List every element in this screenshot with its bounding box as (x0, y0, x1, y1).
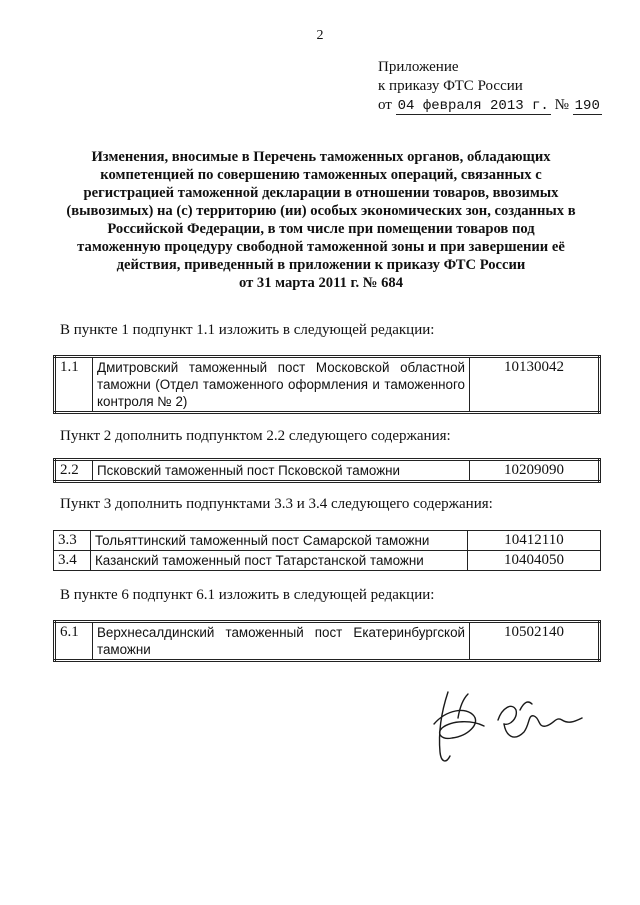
title-line: действия, приведенный в приложении к приказу ФТС России (116, 257, 526, 273)
approval-prefix: от (378, 97, 392, 113)
row-customs-post: Верхнесалдинский таможенный пост Екатеринбургской таможни (93, 622, 470, 661)
row-customs-post: Дмитровский таможенный пост Московской областной таможни (Отдел таможенного оформления и таможенного контроля № 2) (93, 357, 470, 413)
approval-number-sign: № (554, 97, 569, 113)
title-line: от 31 марта 2011 г. № 684 (238, 275, 404, 291)
row-number: 1.1 (55, 357, 93, 413)
approval-line-1: Приложение (378, 59, 459, 75)
row-customs-post: Казанский таможенный пост Татарстанской таможни (91, 551, 468, 571)
instruction-2: Пункт 2 дополнить подпунктом 2.2 следующего содержания: (60, 428, 451, 444)
table-row (55, 357, 600, 413)
row-code: 10209090 (470, 460, 600, 482)
instruction-3: Пункт 3 дополнить подпунктами 3.3 и 3.4 следующего содержания: (60, 496, 493, 512)
title-line: Российской Федерации, в том числе при помещении товаров под (107, 221, 535, 237)
row-code: 10404050 (468, 551, 601, 571)
row-code: 10130042 (470, 357, 600, 413)
approval-date-line (378, 96, 602, 116)
table-row (54, 551, 601, 571)
instruction-1: В пункте 1 подпункт 1.1 изложить в следующей редакции: (60, 322, 435, 338)
entries-table-2 (53, 458, 601, 483)
table-row (54, 531, 601, 551)
table-row (55, 622, 600, 661)
title-line: регистрацией таможенной декларации в отношении товаров, ввозимых (83, 185, 559, 201)
title-line: компетенцией по совершению таможенных операций, связанных с (100, 167, 542, 183)
approval-block (378, 58, 602, 116)
row-customs-post: Тольяттинский таможенный пост Самарской таможни (91, 531, 468, 551)
signature-icon (428, 680, 588, 770)
instruction-4: В пункте 6 подпункт 6.1 изложить в следующей редакции: (60, 587, 435, 603)
approval-line-2: к приказу ФТС России (378, 78, 523, 94)
row-code: 10412110 (468, 531, 601, 551)
title-line: (вывозимых) на (с) территорию (ии) особых экономических зон, созданных в (66, 203, 576, 219)
row-number: 6.1 (55, 622, 93, 661)
row-number: 3.4 (54, 551, 91, 571)
entries-table-3 (53, 530, 601, 571)
entries-table-1 (53, 355, 601, 414)
approval-date: 04 февраля 2013 г. (397, 98, 549, 114)
entries-table-4 (53, 620, 601, 662)
table-row (55, 460, 600, 482)
document-title (66, 148, 576, 292)
title-line: таможенную процедуру свободной таможенной зоны и при завершении её (77, 239, 565, 255)
page-number: 2 (316, 28, 324, 43)
row-customs-post: Псковский таможенный пост Псковской таможни (93, 460, 470, 482)
approval-number: 190 (574, 98, 600, 114)
row-number: 2.2 (55, 460, 93, 482)
title-line: Изменения, вносимые в Перечень таможенных органов, обладающих (91, 149, 551, 165)
row-number: 3.3 (54, 531, 91, 551)
row-code: 10502140 (470, 622, 600, 661)
